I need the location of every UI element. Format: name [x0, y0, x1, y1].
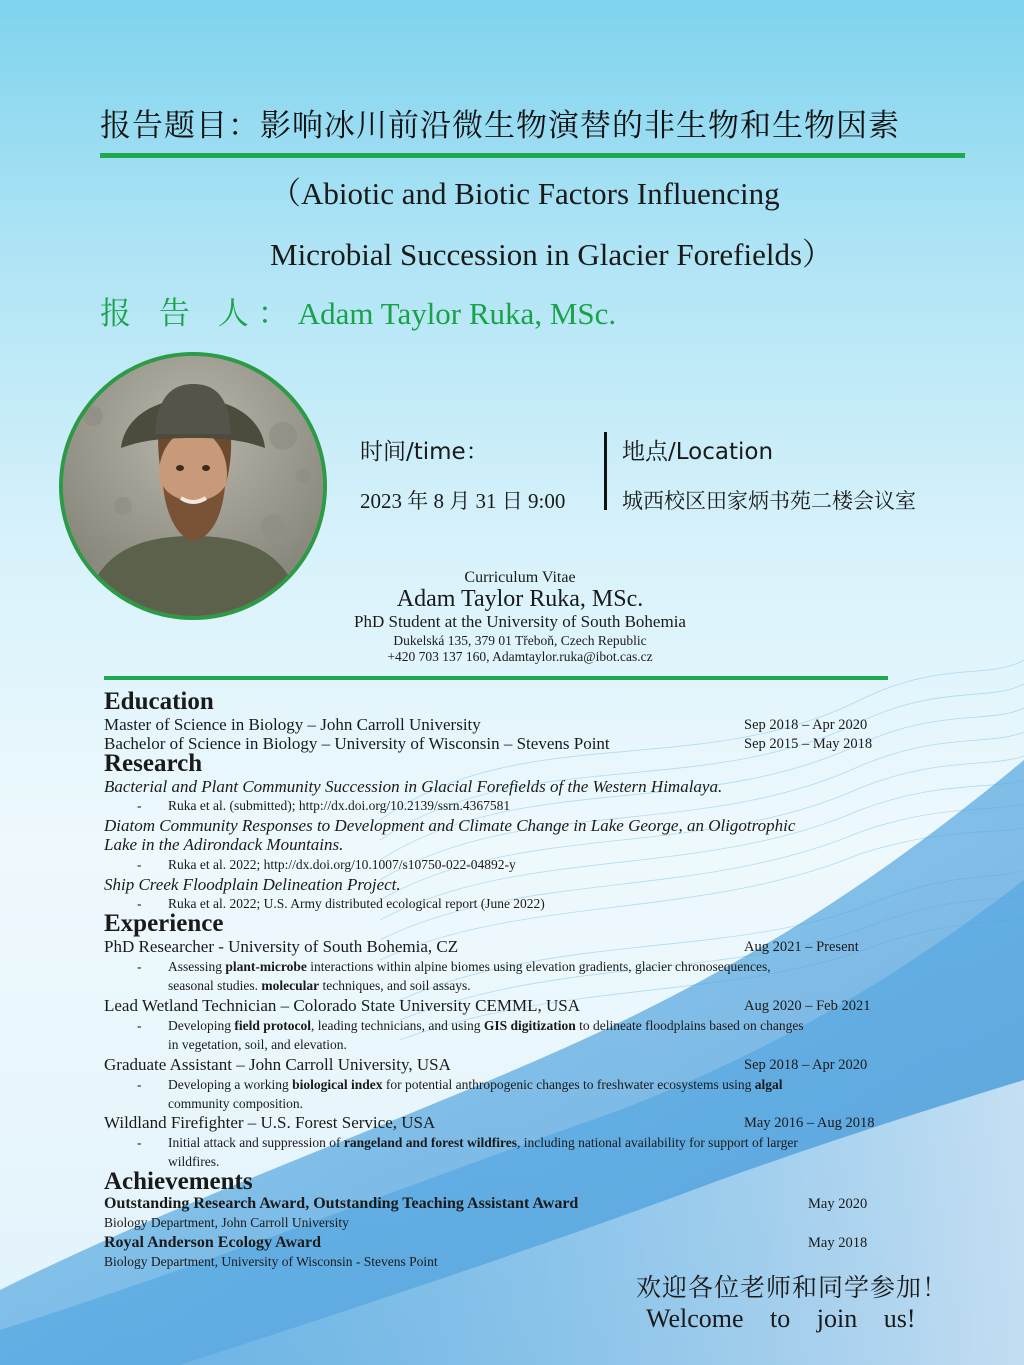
experience-description-cont: community composition. — [168, 1096, 303, 1111]
award-date: May 2018 — [808, 1235, 868, 1251]
talk-title-cn: 报告题目：影响冰川前沿微生物演替的非生物和生物因素 — [100, 108, 900, 144]
experience-description: - Developing field protocol, leading technicians, and using GIS digitization to delineate floodplains based on changes — [137, 1018, 804, 1033]
education-date: Sep 2015 – May 2018 — [744, 736, 873, 752]
research-title: Bacterial and Plant Community Succession in Glacial Forefields of the Western Himalaya. — [104, 777, 723, 796]
research-title: Ship Creek Floodplain Delineation Project. — [104, 875, 401, 894]
experience-role: Graduate Assistant – John Carroll University, USA — [104, 1055, 451, 1074]
welcome-message-en: Welcome to join us! — [646, 1304, 916, 1333]
award-organization: Biology Department, University of Wisconsin - Stevens Point — [104, 1254, 438, 1269]
experience-date: Sep 2018 – Apr 2020 — [744, 1057, 868, 1073]
experience-description: - Developing a working biological index for potential anthropogenic changes to freshwater ecosystems using algal — [137, 1077, 783, 1092]
experience-date: May 2016 – Aug 2018 — [744, 1115, 875, 1131]
research-reference: - Ruka et al. 2022; http://dx.doi.org/10.1007/s10750-022-04892-y — [137, 857, 516, 872]
cv-name: Adam Taylor Ruka, MSc. — [396, 586, 644, 613]
speaker-line — [100, 288, 616, 333]
cv-caption: Curriculum Vitae — [464, 569, 576, 586]
education-item: Bachelor of Science in Biology – University of Wisconsin – Stevens Point — [104, 734, 610, 753]
research-heading: Research — [104, 750, 203, 777]
bullet-dash: - — [137, 1135, 142, 1150]
speaker-label: 报 告 人： — [100, 296, 298, 332]
experience-description: - Assessing plant-microbe interactions within alpine biomes using elevation gradients, glacier chronosequences, — [137, 959, 771, 974]
event-divider — [604, 432, 607, 510]
education-heading: Education — [104, 688, 214, 715]
experience-description-cont: wildfires. — [168, 1154, 220, 1169]
experience-date: Aug 2021 – Present — [744, 939, 859, 955]
bullet-dash: - — [137, 1077, 142, 1092]
education-date: Sep 2018 – Apr 2020 — [744, 717, 868, 733]
award-organization: Biology Department, John Carroll University — [104, 1215, 349, 1230]
bullet-dash: - — [137, 959, 142, 974]
bullet-dash: - — [137, 896, 142, 911]
title-divider — [100, 153, 965, 158]
research-reference: - Ruka et al. (submitted); http://dx.doi.org/10.2139/ssrn.4367581 — [137, 798, 511, 813]
award-title: Royal Anderson Ecology Award — [104, 1234, 322, 1251]
award-title: Outstanding Research Award, Outstanding Teaching Assistant Award — [104, 1195, 579, 1212]
experience-description-cont: in vegetation, soil, and elevation. — [168, 1037, 347, 1052]
bullet-dash: - — [137, 857, 142, 872]
experience-date: Aug 2020 – Feb 2021 — [744, 998, 871, 1014]
cv-address: Dukelská 135, 379 01 Třeboň, Czech Republic — [393, 632, 647, 648]
award-date: May 2020 — [808, 1196, 868, 1212]
bullet-dash: - — [137, 1018, 142, 1033]
speaker-photo — [59, 352, 327, 620]
cv-contact: +420 703 137 160, Adamtaylor.ruka@ibot.cas.cz — [387, 648, 653, 664]
bullet-dash: - — [137, 798, 142, 813]
talk-title-en-line1: （Abiotic and Biotic Factors Influencing — [270, 176, 780, 211]
experience-role: Wildland Firefighter – U.S. Forest Service, USA — [104, 1113, 436, 1132]
cv-affiliation: PhD Student at the University of South Bohemia — [354, 612, 686, 632]
speaker-name: Adam Taylor Ruka, MSc. — [297, 296, 617, 331]
experience-role: Lead Wetland Technician – Colorado State University CEMML, USA — [104, 996, 581, 1015]
time-value: 2023 年 8 月 31 日 9:00 — [360, 489, 566, 513]
cv-divider — [104, 676, 888, 680]
location-label: 地点/Location — [622, 439, 774, 465]
welcome-message-cn: 欢迎各位老师和同学参加！ — [636, 1273, 949, 1302]
experience-role: PhD Researcher - University of South Bohemia, CZ — [104, 937, 459, 956]
experience-heading: Experience — [104, 910, 224, 937]
education-item: Master of Science in Biology – John Carroll University — [104, 715, 481, 734]
experience-description-cont: seasonal studies. molecular techniques, and soil assays. — [168, 978, 471, 993]
achievements-heading: Achievements — [104, 1168, 253, 1195]
research-reference: - Ruka et al. 2022; U.S. Army distributed ecological report (June 2022) — [137, 896, 545, 911]
location-value: 城西校区田家炳书苑二楼会议室 — [622, 489, 916, 513]
experience-description: - Initial attack and suppression of rangeland and forest wildfires, including national availability for support of larger — [137, 1135, 798, 1150]
time-label: 时间/time： — [360, 439, 489, 465]
research-title: Diatom Community Responses to Development and Climate Change in Lake George, an Oligotrophic — [104, 816, 796, 835]
cv-header — [300, 568, 740, 665]
research-title-cont: Lake in the Adirondack Mountains. — [104, 835, 344, 854]
talk-title-en-line2: Microbial Succession in Glacier Forefields） — [270, 237, 834, 272]
